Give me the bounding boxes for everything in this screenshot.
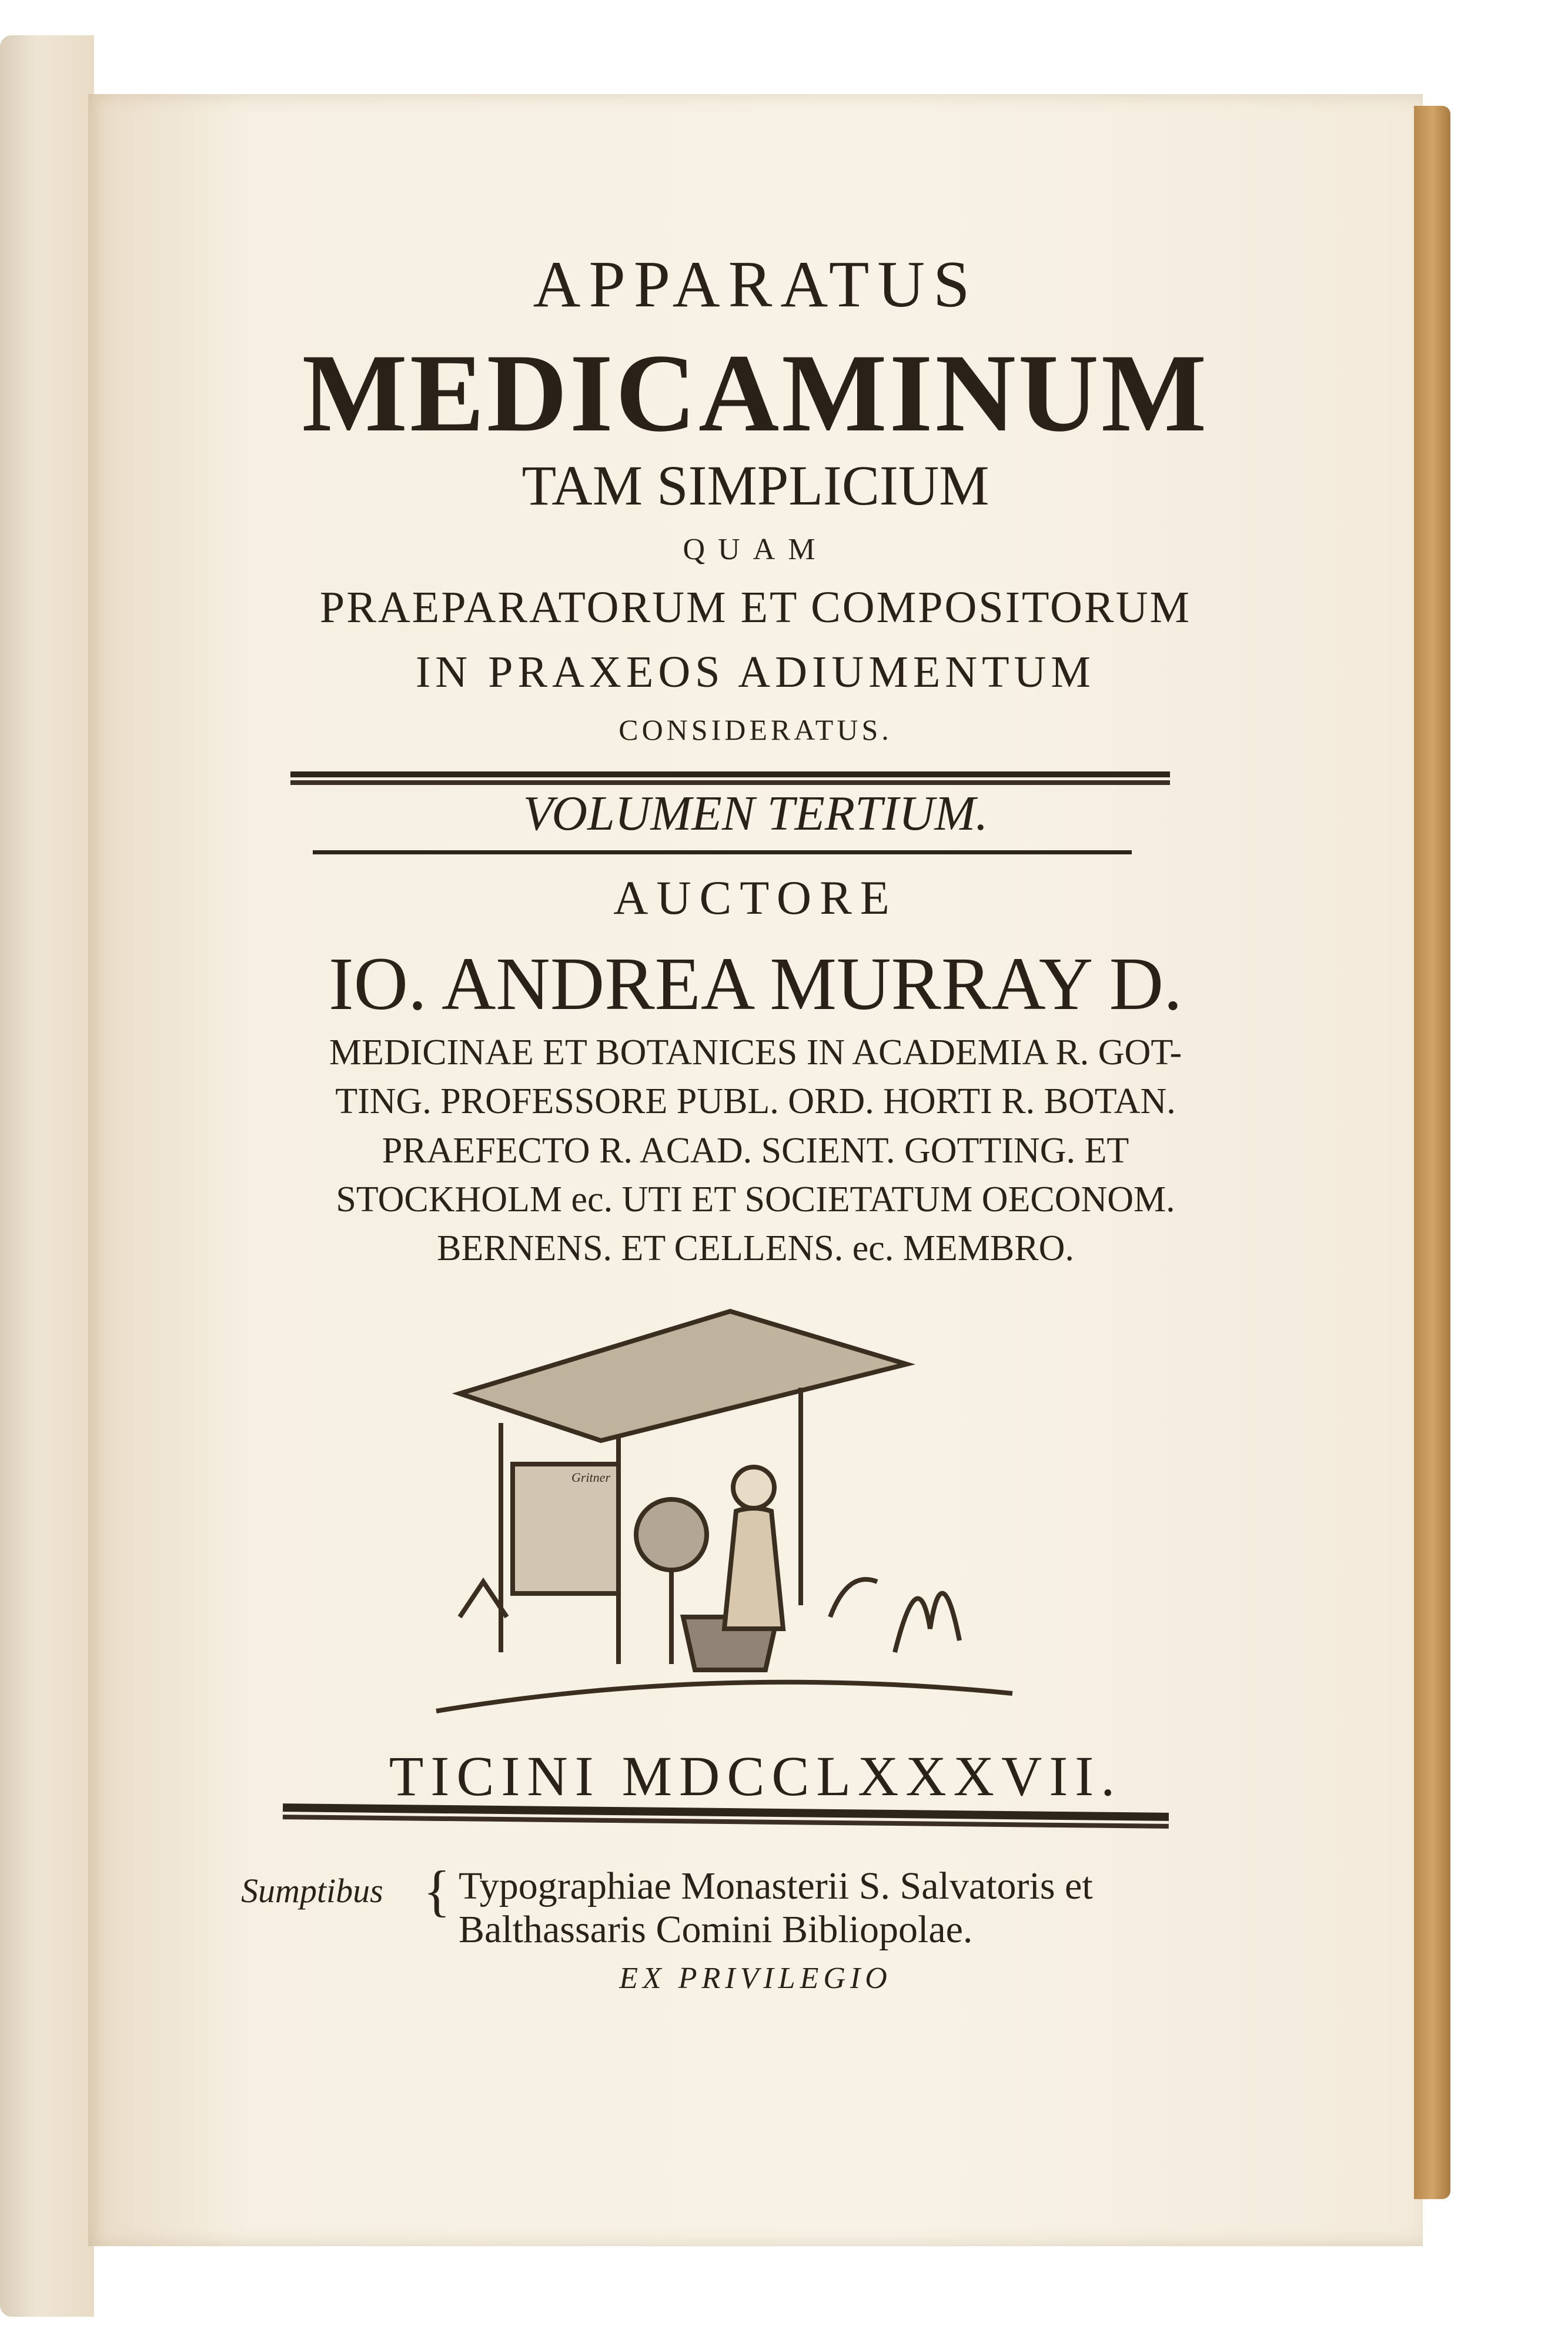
subtitle-line-5: CONSIDERATUS.	[618, 713, 892, 746]
subtitle-line-4: IN PRAXEOS ADIUMENTUM	[415, 647, 1096, 697]
auctore-label: AUCTORE	[613, 871, 898, 924]
volume-label: VOLUMEN TERTIUM.	[523, 786, 988, 841]
author-titles-line: TING. PROFESSORE PUBL. ORD. HORTI R. BOTAN.	[335, 1081, 1176, 1121]
rule-top	[290, 771, 1170, 780]
plant	[830, 1579, 877, 1617]
publisher-line-1: Typographiae Monasterii S. Salvatoris et	[459, 1865, 1093, 1907]
imprint-line: TICINI MDCCLXXXVII.	[389, 1745, 1122, 1808]
arbor-roof	[460, 1311, 907, 1441]
author-titles-line: MEDICINAE ET BOTANICES IN ACADEMIA R. GOT-	[329, 1033, 1182, 1073]
child-head	[733, 1467, 774, 1508]
author-titles-line: STOCKHOLM ec. UTI ET SOCIETATUM OECONOM.	[336, 1180, 1175, 1220]
globe	[636, 1499, 707, 1570]
child-body	[724, 1508, 783, 1629]
privilege-line: EX PRIVILEGIO	[619, 1962, 892, 1995]
woodcut-label: Gritner	[571, 1470, 610, 1485]
subtitle-line-2: QUAM	[683, 533, 828, 566]
plant	[895, 1593, 959, 1652]
subtitle-line-1: TAM SIMPLICIUM	[521, 454, 989, 517]
book-spine	[0, 35, 94, 2317]
publisher-line-2: Balthassaris Comini Bibliopolae.	[459, 1908, 973, 1951]
author-titles-line: PRAEFECTO R. ACAD. SCIENT. GOTTING. ET	[382, 1131, 1129, 1171]
author-titles-line: BERNENS. ET CELLENS. ec. MEMBRO.	[437, 1228, 1074, 1268]
title-line-2: MEDICAMINUM	[302, 332, 1209, 455]
subtitle-line-3: PRAEPARATORUM ET COMPOSITORUM	[319, 583, 1192, 632]
rule-middle	[313, 850, 1132, 854]
sumptibus-label: Sumptibus	[241, 1872, 383, 1910]
ground	[436, 1682, 1012, 1711]
author-name: IO. ANDREA MURRAY D.	[328, 942, 1183, 1025]
title-line-1: APPARATUS	[533, 248, 978, 321]
brace: {	[423, 1859, 451, 1922]
woodcut-illustration	[424, 1288, 1028, 1729]
